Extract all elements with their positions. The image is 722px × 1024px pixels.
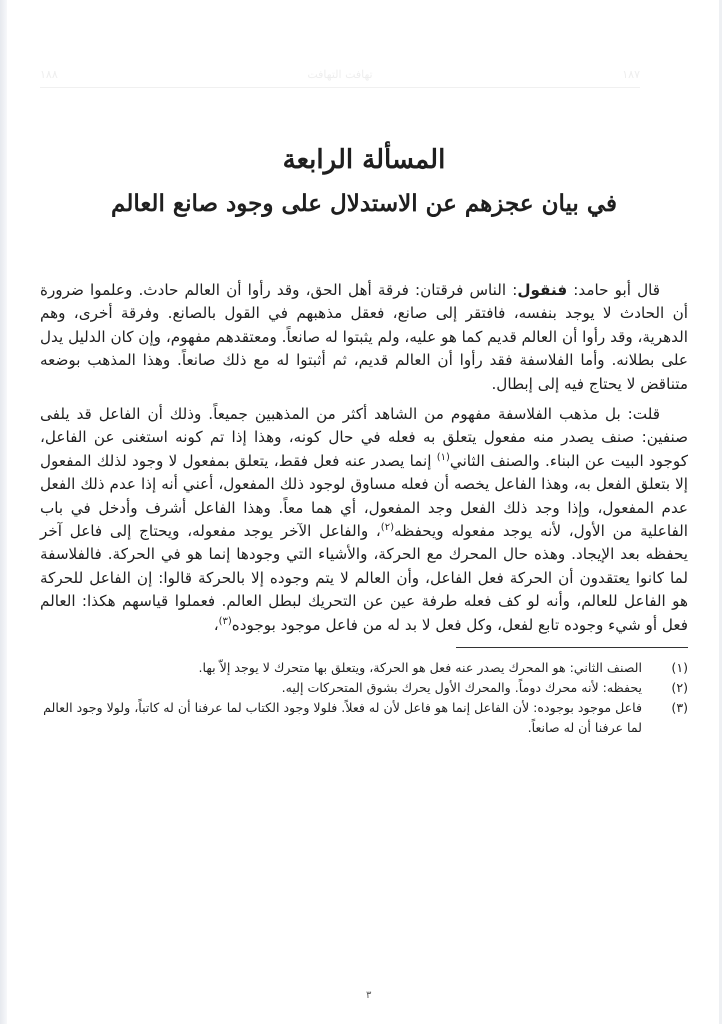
- chapter-subtitle: في بيان عجزهم عن الاستدلال على وجود صانع العالم: [111, 190, 617, 217]
- footnote-text: يحفظه: لأنه محرك دوماً. والمحرك الأول يحرك بشوق المتحركات إليه.: [281, 680, 642, 696]
- paragraph-abu-hamid: [40, 279, 688, 396]
- page-scan-edge: [0, 0, 7, 1024]
- emphasis-naqul: فنقول: [517, 281, 568, 299]
- speaker-lead: قال أبو حامد:: [567, 281, 660, 299]
- footnote-3: [40, 698, 688, 738]
- footnote-ref-2[interactable]: (٢): [380, 522, 394, 533]
- paragraph-text-2: إنما يصدر عنه فعل فقط، يتعلق بمفعول لا وجود لذلك المفعول إلا بتعلق الفعل به، وهذا الفاعل يخصه أن فعله مساوق لوجود ذلك المفعول، أعني أنه إذا عدم ذلك الفعل عدم المفعول، وإذا وجد ذلك الفعل وجد المفعول، أي هما معاً. وهذا الفاعل أشرف وأدخل في باب الفاعلية من الأول، لأنه يوجد مفعوله ويحفظه: [40, 451, 688, 541]
- footnote-number: (٣): [671, 700, 688, 716]
- bleed-page-left: ١٨٨: [40, 68, 58, 81]
- page-number: ٣: [366, 990, 372, 1001]
- footnote-number: (٢): [671, 680, 688, 696]
- footnote-2: [40, 678, 688, 698]
- footnote-divider: [456, 647, 688, 648]
- bleed-running-title: تهافت التهافت: [307, 68, 373, 81]
- paragraph-qultu: [40, 403, 688, 637]
- footnote-text: فاعل موجود بوجوده: لأن الفاعل إنما هو فاعل لأن له فعلاً. فلولا وجود الكتاب لما عرفنا أن له كاتباً، ولولا وجود العالم لما عرفنا أن له صانعاً.: [43, 700, 642, 736]
- document-page: [40, 140, 688, 738]
- paragraph-text-4: ،: [213, 615, 219, 634]
- footnote-number: (١): [671, 660, 688, 676]
- bleed-through-header: [40, 68, 640, 81]
- paragraph-text: : الناس فرقتان: فرقة أهل الحق، وقد رأوا أن العالم حادث. وعلموا ضرورة أن الحادث لا يوجد بنفسه، فافتقر إلى صانع، فعقل مذهبهم في القول بالصانع. وفرقة أخرى، وهم الدهرية، وقد رأوا أن العالم قديم كما هو عليه، ولم يثبتوا له صانعاً. ومعتقدهم مفهوم، وإن كان الدليل يدل على بطلانه. وأما الفلاسفة فقد رأوا أن العالم قديم، ثم أثبتوا له مع ذلك صانعاً. وهذا المذهب بوضعه متناقض لا يحتاج فيه إلى إبطال.: [40, 281, 688, 393]
- footnote-ref-3[interactable]: (٣): [218, 615, 232, 627]
- paragraph-text-3: ، والفاعل الآخر يوجد مفعوله، ويحتاج إلى فاعل آخر يحفظه بعد الإيجاد. وهذه حال المحرك مع الحركة، والأشياء التي وجودها إنما هو في الحركة. فالفلاسفة لما كانوا يعتقدون أن الحركة فعل الفاعل، وأن العالم لا يتم وجوده إلا بالحركة قالوا: إن الفاعل للحركة هو الفاعل للعالم، وأنه لو كف فعله طرفة عين عن التحريك لبطل العالم. فعملوا قياسهم هكذا: العالم فعل أو شيء وجوده تابع لفعل، وكل فعل لا بد له من فاعل موجود بوجوده: [40, 522, 688, 634]
- footnote-ref-1[interactable]: (١): [436, 451, 450, 463]
- bleed-through-rule: [40, 87, 640, 88]
- footnote-text: الصنف الثاني: هو المحرك يصدر عنه فعل هو الحركة، ويتعلق بها متحرك لا يوجد إلاّ بها.: [198, 660, 642, 676]
- bleed-page-right: ١٨٧: [622, 68, 640, 81]
- footnote-1: [40, 658, 688, 678]
- paragraph-text-1: قلت: بل مذهب الفلاسفة مفهوم من الشاهد أكثر من المذهبين جميعاً. وذلك أن الفاعل قد يلفى صنفين: صنف يصدر منه مفعول يتعلق به فعله في حال كونه، وهذا إذا تم كونه استغنى عن الفاعل، كوجود البيت عن البناء. والصنف الثاني: [40, 405, 688, 470]
- chapter-title: المسألة الرابعة: [282, 145, 446, 175]
